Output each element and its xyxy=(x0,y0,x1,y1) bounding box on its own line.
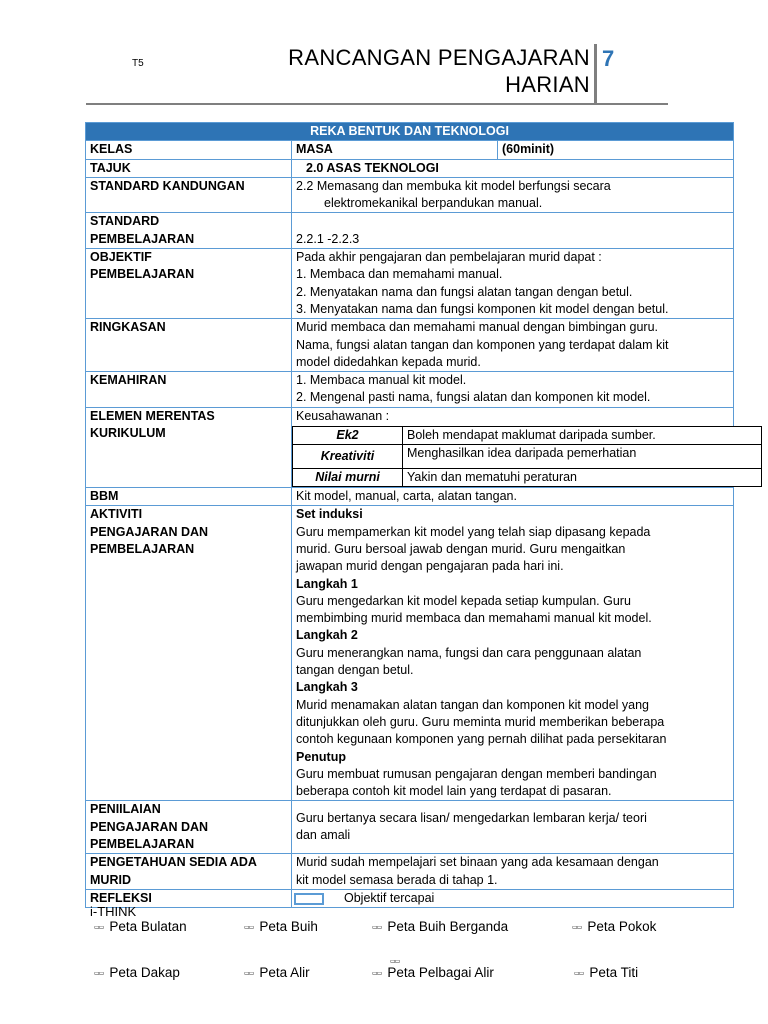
ithink-map-item xyxy=(372,965,494,980)
map-icon: ▭▭ xyxy=(372,924,382,931)
penilaian-line-1: Guru bertanya secara lisan/ mengedarkan lembaran kerja/ teori xyxy=(296,811,647,826)
pengetahuan-line-1: Murid sudah mempelajari set binaan yang ada kesamaan dengan xyxy=(296,855,659,870)
elemen-intro: Keusahawanan : xyxy=(296,408,390,423)
kemahiran-label: KEMAHIRAN xyxy=(86,372,292,408)
refleksi-row xyxy=(86,889,734,907)
ithink-map-label: Peta Alir xyxy=(259,965,310,980)
aktiviti-section-title: Langkah 1 xyxy=(296,576,358,591)
subject-row xyxy=(86,123,734,141)
ringkasan-value xyxy=(292,319,734,372)
aktiviti-line: Guru membuat rumusan pengajaran dengan memberi bandingan xyxy=(296,766,657,781)
aktiviti-label xyxy=(86,506,292,801)
aktiviti-line: contoh kegunaan komponen yang pernah dilihat pada persekitaran xyxy=(296,732,667,747)
ithink-map-label: Peta Dakap xyxy=(109,965,180,980)
penilaian-label xyxy=(86,801,292,854)
document-code: T5 xyxy=(132,58,144,69)
pengetahuan-label-2: MURID xyxy=(90,872,131,887)
aktiviti-line: membimbing murid membaca dan memahami manual kit model. xyxy=(296,611,652,626)
kemahiran-item: 2. Mengenal pasti nama, fungsi alatan dan komponen kit model. xyxy=(296,390,651,405)
aktiviti-section-title: Langkah 2 xyxy=(296,628,358,643)
elemen-row xyxy=(86,407,734,487)
aktiviti-line: Guru mempamerkan kit model yang telah siap dipasang kepada xyxy=(296,524,651,539)
objektif-item: 3. Menyatakan nama dan fungsi komponen kit model dengan betul. xyxy=(296,301,669,316)
ithink-map-label: Peta Buih Berganda xyxy=(387,919,509,934)
bbm-value: Kit model, manual, carta, alatan tangan. xyxy=(292,488,734,506)
map-icon: ▭▭ xyxy=(94,970,104,977)
ithink-map-item xyxy=(244,919,318,934)
tajuk-row xyxy=(86,159,734,177)
ithink-map-label: Peta Pokok xyxy=(587,919,657,934)
penilaian-label-3: PEMBELAJARAN xyxy=(90,836,195,851)
map-icon: ▭▭ xyxy=(244,924,254,931)
standard-kandungan-value xyxy=(292,177,734,213)
elemen-value xyxy=(292,407,734,487)
penilaian-row xyxy=(86,801,734,854)
standard-kandungan-row xyxy=(86,177,734,213)
elemen-key: Kreativiti xyxy=(293,445,403,469)
page-title-line-2: HARIAN xyxy=(505,72,590,97)
map-icon: ▭▭ xyxy=(572,924,582,931)
header-rule xyxy=(86,103,668,105)
standard-kandungan-label: STANDARD KANDUNGAN xyxy=(86,177,292,213)
ringkasan-row xyxy=(86,319,734,372)
aktiviti-value xyxy=(292,506,734,801)
ringkasan-line: Nama, fungsi alatan tangan dan komponen yang terdapat dalam kit xyxy=(296,337,669,352)
aktiviti-line: beberapa contoh kit model lain yang terdapat di pasaran. xyxy=(296,784,612,799)
objektif-label-1: OBJEKTIF xyxy=(90,250,152,265)
objektif-label-2: PEMBELAJARAN xyxy=(90,267,195,282)
ithink-map-item xyxy=(244,965,310,980)
standard-pembelajaran-value: 2.2.1 -2.2.3 xyxy=(292,213,734,249)
masa-value: (60minit) xyxy=(498,141,734,159)
aktiviti-label-1: AKTIVITI xyxy=(90,507,143,522)
elemen-table-row xyxy=(293,469,762,487)
penilaian-line-2: dan amali xyxy=(296,828,351,843)
standard-kandungan-line-2: elektromekanikal berpandukan manual. xyxy=(324,196,543,211)
refleksi-checkbox[interactable] xyxy=(294,893,324,905)
elemen-table xyxy=(292,426,762,487)
ithink-map-item xyxy=(372,919,508,934)
lesson-plan-table xyxy=(85,122,734,908)
refleksi-label: REFLEKSI xyxy=(86,889,292,907)
elemen-key: Ek2 xyxy=(293,427,403,445)
objektif-row xyxy=(86,249,734,319)
penilaian-value xyxy=(292,801,734,854)
masa-label: MASA xyxy=(292,141,498,159)
ithink-map-label: Peta Pelbagai Alir xyxy=(387,965,494,980)
aktiviti-line: jawapan murid dengan pengajaran pada hari ini. xyxy=(296,559,564,574)
elemen-desc: Yakin dan mematuhi peraturan xyxy=(403,469,762,487)
refleksi-value xyxy=(292,889,734,907)
standard-pembelajaran-row xyxy=(86,213,734,249)
page-title-line-1: RANCANGAN PENGAJARAN xyxy=(288,45,590,70)
bbm-row xyxy=(86,488,734,506)
kelas-label: KELAS xyxy=(86,141,292,159)
aktiviti-line: murid. Guru bersoal jawab dengan murid. Guru mengaitkan xyxy=(296,541,626,556)
aktiviti-section-title: Langkah 3 xyxy=(296,680,358,695)
elemen-desc: Menghasilkan idea daripada pemerhatian xyxy=(403,445,762,469)
objektif-intro: Pada akhir pengajaran dan pembelajaran murid dapat : xyxy=(296,250,602,265)
elemen-table-row xyxy=(293,427,762,445)
objektif-item: 1. Membaca dan memahami manual. xyxy=(296,267,503,282)
ithink-map-label: Peta Bulatan xyxy=(109,919,187,934)
elemen-key: Nilai murni xyxy=(293,469,403,487)
tajuk-label: TAJUK xyxy=(86,159,292,177)
tajuk-value: 2.0 ASAS TEKNOLOGI xyxy=(292,159,734,177)
subject-title: REKA BENTUK DAN TEKNOLOGI xyxy=(86,123,734,141)
aktiviti-label-3: PEMBELAJARAN xyxy=(90,541,195,556)
header-divider xyxy=(594,44,597,104)
map-icon: ▭▭ xyxy=(94,924,104,931)
aktiviti-line: tangan dengan betul. xyxy=(296,663,414,678)
aktiviti-line: Murid menamakan alatan tangan dan komponen kit model yang xyxy=(296,697,649,712)
map-icon: ▭▭ xyxy=(390,959,400,965)
page-number: 7 xyxy=(602,46,615,71)
ithink-title: i-THINK xyxy=(90,904,137,919)
penilaian-label-1: PENIILAIAN xyxy=(90,802,161,817)
ringkasan-line: model didedahkan kepada murid. xyxy=(296,354,481,369)
kemahiran-value xyxy=(292,372,734,408)
map-icon: ▭▭ xyxy=(244,970,254,977)
ithink-map-item xyxy=(574,965,638,980)
pengetahuan-label xyxy=(86,854,292,890)
ithink-map-item xyxy=(94,965,180,980)
penilaian-label-2: PENGAJARAN DAN xyxy=(90,819,209,834)
objektif-value xyxy=(292,249,734,319)
standard-pembelajaran-label-1: STANDARD xyxy=(90,214,160,229)
elemen-desc: Boleh mendapat maklumat daripada sumber. xyxy=(403,427,762,445)
ithink-map-label: Peta Titi xyxy=(589,965,639,980)
ithink-map-label: Peta Buih xyxy=(259,919,318,934)
standard-pembelajaran-label xyxy=(86,213,292,249)
standard-pembelajaran-label-2: PEMBELAJARAN xyxy=(90,231,195,246)
pengetahuan-label-1: PENGETAHUAN SEDIA ADA xyxy=(90,855,257,870)
refleksi-text: Objektif tercapai xyxy=(344,890,435,905)
ringkasan-label: RINGKASAN xyxy=(86,319,292,372)
aktiviti-row xyxy=(86,506,734,801)
ithink-map-item xyxy=(94,919,187,934)
map-icon: ▭▭ xyxy=(574,970,584,977)
pengetahuan-value xyxy=(292,854,734,890)
ringkasan-line: Murid membaca dan memahami manual dengan bimbingan guru. xyxy=(296,320,659,335)
elemen-label xyxy=(86,407,292,487)
objektif-item: 2. Menyatakan nama dan fungsi alatan tangan dengan betul. xyxy=(296,284,633,299)
standard-kandungan-line-1: 2.2 Memasang dan membuka kit model berfungsi secara xyxy=(296,178,611,193)
page-title xyxy=(288,44,590,98)
aktiviti-line: Guru mengedarkan kit model kepada setiap kumpulan. Guru xyxy=(296,593,631,608)
elemen-label-1: ELEMEN MERENTAS xyxy=(90,408,215,423)
pengetahuan-line-2: kit model semasa berada di tahap 1. xyxy=(296,872,498,887)
kelas-row xyxy=(86,141,734,159)
elemen-table-row xyxy=(293,445,762,469)
kemahiran-item: 1. Membaca manual kit model. xyxy=(296,373,467,388)
aktiviti-section-title: Set induksi xyxy=(296,507,363,522)
aktiviti-label-2: PENGAJARAN DAN xyxy=(90,524,209,539)
aktiviti-line: Guru menerangkan nama, fungsi dan cara penggunaan alatan xyxy=(296,645,642,660)
objektif-label xyxy=(86,249,292,319)
bbm-label: BBM xyxy=(86,488,292,506)
aktiviti-section-title: Penutup xyxy=(296,749,346,764)
elemen-label-2: KURIKULUM xyxy=(90,426,166,441)
kemahiran-row xyxy=(86,372,734,408)
pengetahuan-row xyxy=(86,854,734,890)
map-icon: ▭▭ xyxy=(372,970,382,977)
aktiviti-line: ditunjukkan oleh guru. Guru meminta murid memberikan beberapa xyxy=(296,714,665,729)
ithink-map-item xyxy=(572,919,656,934)
